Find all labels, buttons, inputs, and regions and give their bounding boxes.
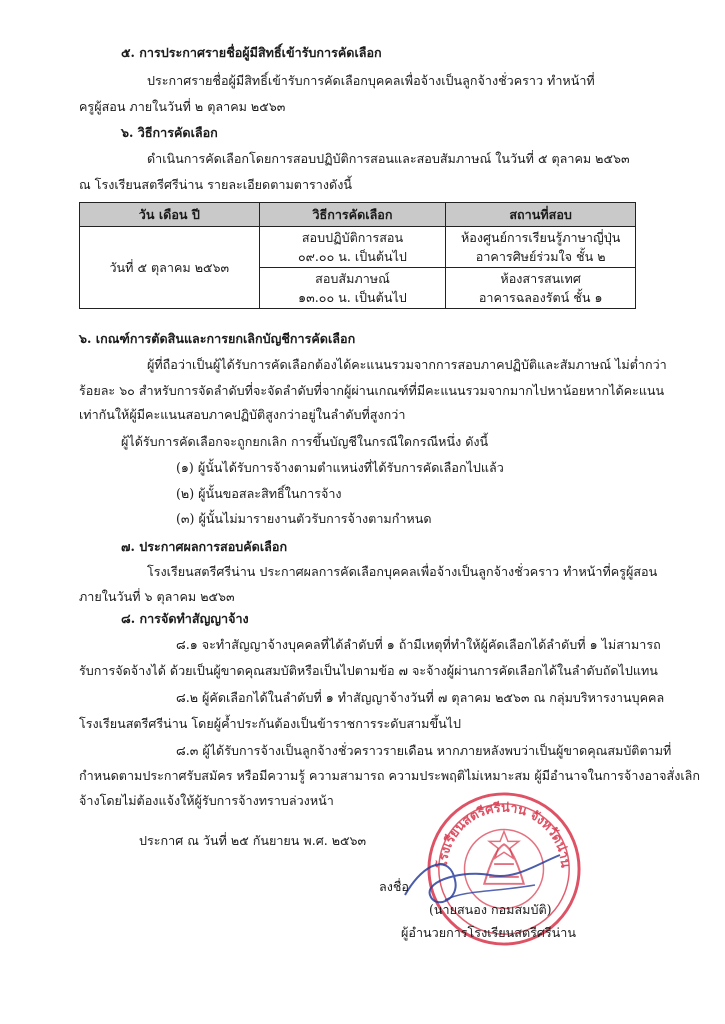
cancel-item: (๑) ผู้นั้นได้รับการจ้างตามตำแหน่งที่ได้รับการคัดเลือกไปแล้ว — [176, 460, 504, 475]
criteria-para-line: ผู้ที่ถือว่าเป็นผู้ได้รับการคัดเลือกต้องได้คะแนนรวมจากการสอบภาคปฏิบัติและสัมภาษณ์ ไม่ต่ำกว่า — [147, 357, 667, 372]
announce-date: ประกาศ ณ วันที่ ๒๕ กันยายน พ.ศ. ๒๕๖๓ — [139, 833, 367, 848]
signer-position: ผู้อำนวยการโรงเรียนสตรีศรีน่าน — [401, 925, 576, 940]
cancel-item: (๓) ผู้นั้นไม่มารายงานตัวรับการจ้างตามกำหนด — [176, 511, 432, 526]
section-6-line-1: ดำเนินการคัดเลือกโดยการสอบปฏิบัติการสอนและสอบสัมภาษณ์ ในวันที่ ๕ ตุลาคม ๒๕๖๓ — [147, 151, 630, 166]
section-8-heading: ๘. การจัดทำสัญญาจ้าง — [121, 611, 249, 626]
place-room: ห้องสารสนเทศ — [500, 271, 581, 286]
criteria-heading: ๖. เกณฑ์การตัดสินและการยกเลิกบัญชีการคัดเลือก — [79, 331, 356, 346]
section-7-line-1: โรงเรียนสตรีศรีน่าน ประกาศผลการคัดเลือกบุคคลเพื่อจ้างเป็นลูกจ้างชั่วคราว ทำหน้าที่ครูผู้สอน — [147, 564, 658, 579]
place-building: อาคารศิษย์ร่วมใจ ชั้น ๒ — [475, 249, 606, 264]
method-cell — [259, 227, 446, 268]
section-7-line-2: ภายในวันที่ ๖ ตุลาคม ๒๕๖๓ — [79, 589, 235, 604]
clause-8-3-line: ๘.๓ ผู้ได้รับการจ้างเป็นลูกจ้างชั่วคราวรายเดือน หากภายหลังพบว่าเป็นผู้ขาดคุณสมบัติตามที่ — [176, 743, 672, 758]
method-cell — [259, 268, 446, 309]
clause-8-2-line: ๘.๒ ผู้คัดเลือกได้ในลำดับที่ ๑ ทำสัญญาจ้างวันที่ ๗ ตุลาคม ๒๕๖๓ ณ กลุ่มบริหารงานบุคคล — [176, 690, 665, 705]
section-5-line-2: ครูผู้สอน ภายในวันที่ ๒ ตุลาคม ๒๕๖๓ — [79, 99, 286, 114]
clause-8-3-line: กำหนดตามประกาศรับสมัคร หรือมีความรู้ ความสามารถ ความประพฤติไม่เหมาะสม ผู้มีอำนาจในการจ้างอาจสั่งเลิก — [79, 768, 701, 783]
seal-text: โรงเรียนสตรีศรีน่าน จังหวัดน่าน — [435, 800, 573, 869]
clause-8-1-line: ๘.๑ จะทำสัญญาจ้างบุคคลที่ได้ลำดับที่ ๑ ถ้ามีเหตุที่ทำให้ผู้คัดเลือกได้ลำดับที่ ๑ ไม่สามารถ — [176, 637, 661, 652]
section-5-line-1: ประกาศรายชื่อผู้มีสิทธิ์เข้ารับการคัดเลือกบุคคลเพื่อจ้างเป็นลูกจ้างชั่วคราว ทำหน้าที่ — [147, 73, 595, 88]
place-room: ห้องศูนย์การเรียนรู้ภาษาญี่ปุ่น — [460, 230, 621, 245]
table-header-row — [80, 203, 636, 227]
method-time: ๑๓.๐๐ น. เป็นต้นไป — [298, 290, 407, 305]
cancel-item: (๒) ผู้นั้นขอสละสิทธิ์ในการจ้าง — [176, 486, 342, 501]
header-date: วัน เดือน ปี — [80, 203, 260, 227]
method-name: สอบสัมภาษณ์ — [315, 271, 390, 286]
place-cell — [446, 268, 636, 309]
place-cell — [446, 227, 636, 268]
schedule-table — [79, 202, 636, 309]
signer-name: (นายสนอง กอมสมบัติ) — [429, 902, 552, 917]
sign-label: ลงชื่อ — [379, 879, 409, 894]
clause-8-2-line: โรงเรียนสตรีศรีน่าน โดยผู้ค้ำประกันต้องเป็นข้าราชการระดับสามขึ้นไป — [79, 716, 462, 731]
method-name: สอบปฏิบัติการสอน — [301, 230, 404, 245]
date-cell: วันที่ ๕ ตุลาคม ๒๕๖๓ — [80, 227, 260, 309]
cancel-intro: ผู้ได้รับการคัดเลือกจะถูกยกเลิก การขึ้นบัญชีในกรณีใดกรณีหนึ่ง ดังนี้ — [121, 434, 489, 449]
section-6-line-2: ณ โรงเรียนสตรีศรีน่าน รายละเอียดตามตารางดังนี้ — [79, 177, 352, 192]
method-time: ๐๙.๐๐ น. เป็นต้นไป — [298, 249, 407, 264]
header-method: วิธีการคัดเลือก — [259, 203, 446, 227]
section-6-heading: ๖. วิธีการคัดเลือก — [121, 125, 218, 140]
section-5-heading: ๕. การประกาศรายชื่อผู้มีสิทธิ์เข้ารับการคัดเลือก — [121, 45, 382, 60]
clause-8-1-line: รับการจัดจ้างได้ ด้วยเป็นผู้ขาดคุณสมบัติหรือเป็นไปตามข้อ ๗ จะจ้างผู้ผ่านการคัดเลือกได้ในลำดับถัดไปแทน — [79, 663, 658, 678]
section-7-heading: ๗. ประกาศผลการสอบคัดเลือก — [121, 539, 288, 554]
header-place: สถานที่สอบ — [446, 203, 636, 227]
criteria-para-line: เท่ากันให้ผู้มีคะแนนสอบภาคปฏิบัติสูงกว่าอยู่ในลำดับที่สูงกว่า — [79, 407, 406, 422]
clause-8-3-line: จ้างโดยไม่ต้องแจ้งให้ผู้รับการจ้างทราบล่วงหน้า — [79, 793, 334, 808]
criteria-para-line: ร้อยละ ๖๐ สำหรับการจัดลำดับที่จะจัดลำดับที่จากผู้ผ่านเกณฑ์ที่มีคะแนนรวมจากมากไปหาน้อยหากได้คะแนน — [79, 383, 665, 398]
table-row — [80, 227, 636, 268]
place-building: อาคารฉลองรัตน์ ชั้น ๑ — [478, 290, 603, 305]
